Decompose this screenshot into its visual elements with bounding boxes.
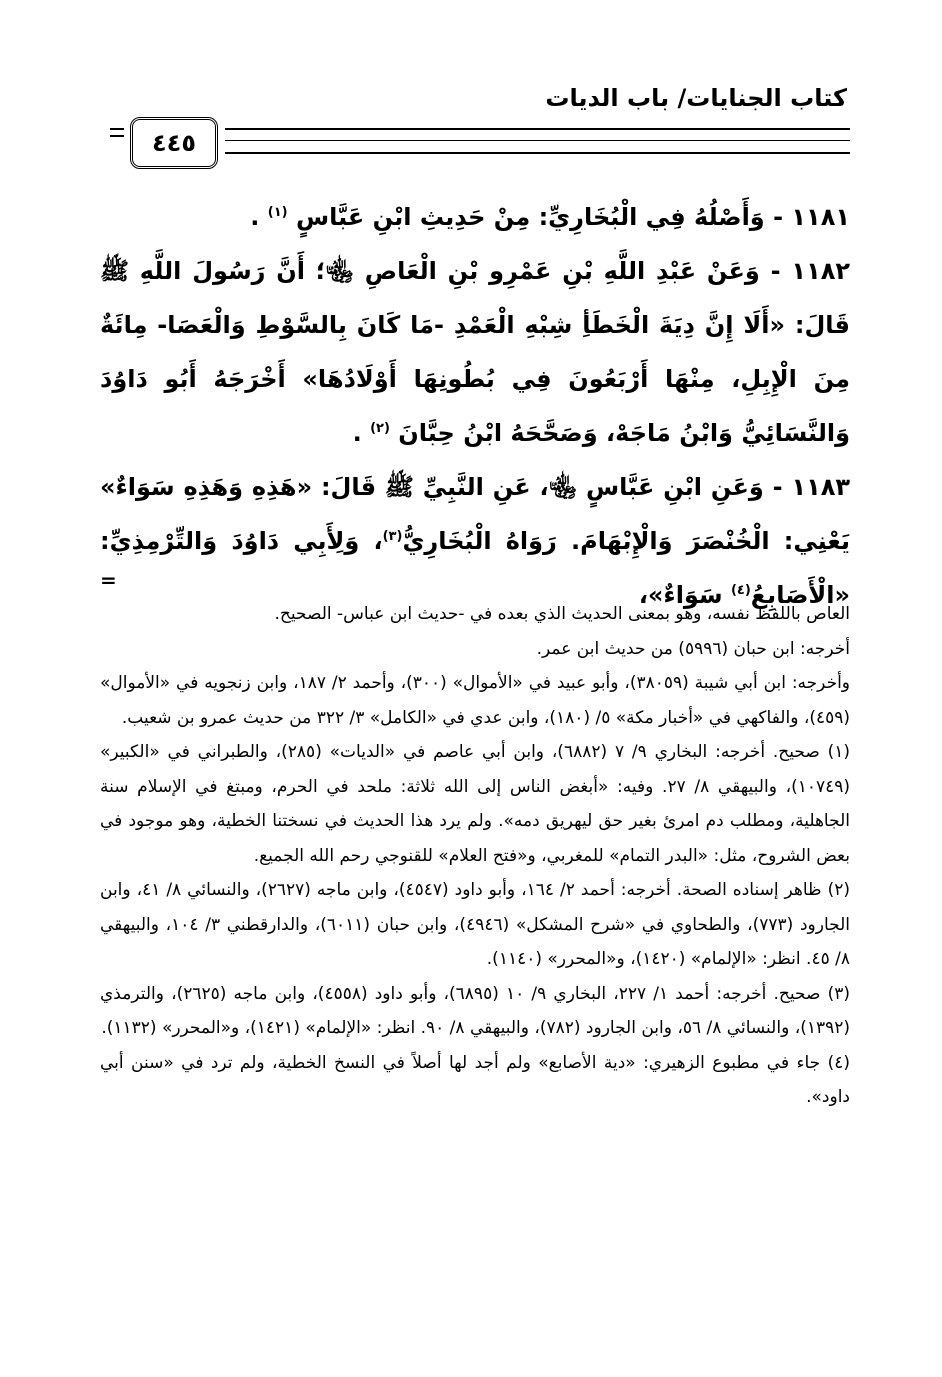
- footnote-3: (٣) صحيح. أخرجه: أحمد ١/ ٢٢٧، البخاري ٩/ ١٠ (٦٨٩٥)، وأبو داود (٤٥٥٨)، وابن ماجه (٢٦٢٥)، والترمذي (١٣٩٢)، والنسائي ٨/ ٥٦، وابن الجارود (٧٨٢)، والبيهقي ٨/ ٩٠. انظر: «الإلمام» (١٤٢١)، و«المحرر» (١١٣٢).: [100, 983, 850, 1038]
- footnote-2: (٢) ظاهر إسناده الصحة. أخرجه: أحمد ٢/ ١٦٤، وأبو داود (٤٥٤٧)، وابن ماجه (٢٦٢٧)، والنسائي ٨/ ٤١، وابن الجارود (٧٧٣)، والطحاوي في «شرح المشكل» (٤٩٤٦)، وابن حبان (٦٠١١)، والدارقطني ٣/ ١٠٤، والبيهقي ٨/ ٤٥. انظر: «الإلمام» (١٤٢٠)، و«المحرر» (١١٤٠).: [100, 880, 850, 969]
- hadith-body: وَأَصْلُهُ فِي الْبُخَارِيِّ: مِنْ حَدِيثِ ابْنِ عَبَّاسٍ: [295, 203, 765, 231]
- hadith-number: ١١٨٣ -: [772, 473, 851, 501]
- hadith-end: .: [250, 203, 260, 231]
- footnote-1: (١) صحيح. أخرجه: البخاري ٩/ ٧ (٦٨٨٢)، وابن أبي عاصم في «الديات» (٢٨٥)، والطبراني في «الكبير» (١٠٧٤٩)، والبيهقي ٨/ ٢٧. وفيه: «أبغض الناس إلى الله ثلاثة: ملحد في الحرم، ومبتغ في الإسلام سنة الجاهلية، ومطلب دم امرئ بغير حق ليهريق دمه». ولم يرد هذا الحديث في نسختنا الخطية، وهو موجود في بعض الشروح، مثل: «البدر التمام» للمغربي، و«فتح العلام» للقنوجي رحم الله الجميع.: [100, 742, 850, 866]
- page-number: ٤٤٥: [152, 129, 196, 157]
- hadith-quote: «هَذِهِ وَهَذِهِ سَوَاءٌ»: [100, 473, 313, 501]
- hadith-1182: [100, 244, 850, 460]
- hadith-source: ، وَلِأَبِي دَاوُدَ وَالتِّرْمِذِيِّ:: [100, 527, 383, 555]
- footnote-ref: (٣): [382, 529, 403, 544]
- hadith-source: أَخْرَجَهُ أَبُو دَاوُدَ وَالنَّسَائِيُّ وَابْنُ مَاجَهْ، وَصَحَّحَهُ ابْنُ حِبَّانَ: [100, 365, 850, 447]
- hadith-intro: وَعَنْ عَبْدِ اللَّهِ بْنِ عَمْرِو بْنِ الْعَاصِ ﵄؛ أَنَّ رَسُولَ اللَّهِ ﷺ قَالَ:: [100, 257, 851, 339]
- footnotes-block: [100, 597, 850, 1115]
- header-rule-end-marks: [110, 128, 124, 142]
- hadith-quote-2: «الْأَصَابِعُ: [750, 581, 850, 609]
- header-rule-middle: [225, 140, 850, 141]
- footnote-4: (٤) جاء في مطبوع الزهيري: «دية الأصابع» ولم أجد لها أصلاً في النسخ الخطية، ولم ترد في «سنن أبي داود».: [100, 1052, 850, 1107]
- hadith-1181: [100, 190, 850, 244]
- page-number-box: [130, 117, 218, 169]
- footnote-ref: (٢): [370, 421, 390, 436]
- hadith-explanation: يَعْنِي: الْخُنْصَرَ وَالْإِبْهَامَ. رَوَاهُ الْبُخَارِيُّ: [402, 527, 850, 555]
- footnote-continuation-3: وأخرجه: ابن أبي شيبة (٣٨٠٥٩)، وأبو عبيد في «الأموال» (٣٠٠)، وأحمد ٢/ ١٨٧، وابن زنجويه في «الأموال» (٤٥٩)، والفاكهي في «أخبار مكة» ٥/ (١٨٠)، وابن عدي في «الكامل» ٣/ ٣٢٢ من حديث عمرو بن شعيب.: [100, 673, 851, 728]
- hadith-text-block: [100, 190, 850, 622]
- header-rule-top: [225, 128, 850, 130]
- footnote-continuation-mark: =: [100, 568, 117, 592]
- footnote-ref: (١): [267, 205, 288, 220]
- footnote-continuation-2: أخرجه: ابن حبان (٥٩٩٦) من حديث ابن عمر.: [536, 638, 850, 659]
- footnote-continuation-1: العاص باللفظ نفسه، وهو بمعنى الحديث الذي بعده في -حديث ابن عباس- الصحيح.: [274, 604, 850, 624]
- hadith-quote-2-end: سَوَاءٌ»،: [638, 581, 723, 609]
- hadith-quote: «أَلَا إِنَّ دِيَةَ الْخَطَأِ شِبْهِ الْعَمْدِ -مَا كَانَ بِالسَّوْطِ وَالْعَصَا- مِائَةٌ مِنَ الْإِبِلِ، مِنْهَا أَرْبَعُونَ فِي بُطُونِهَا أَوْلَادُهَا»: [100, 311, 851, 393]
- hadith-intro: وَعَنِ ابْنِ عَبَّاسٍ ﵄، عَنِ النَّبِيِّ ﷺ قَالَ:: [320, 473, 764, 501]
- footnote-ref: (٤): [730, 583, 751, 598]
- hadith-number: ١١٨٢ -: [770, 257, 851, 285]
- hadith-number: ١١٨١ -: [773, 203, 850, 231]
- header-rule-bottom: [225, 152, 850, 154]
- hadith-end: .: [352, 419, 362, 447]
- running-title: كتاب الجنايات/ باب الديات: [545, 84, 847, 112]
